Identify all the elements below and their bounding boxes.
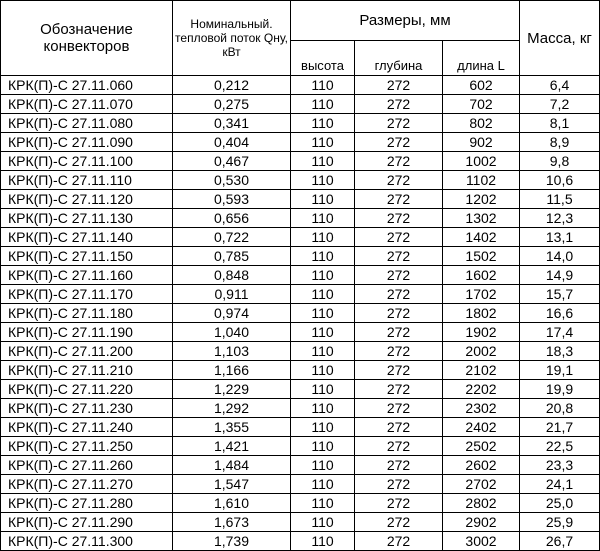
table-row (1, 361, 600, 380)
designation-cell: КРК(П)-С 27.11.180 (1, 304, 173, 323)
table-row (1, 342, 600, 361)
height-cell: 110 (291, 114, 355, 133)
table-row (1, 114, 600, 133)
length-cell: 1002 (443, 152, 520, 171)
heat-flow-cell: 0,911 (173, 285, 291, 304)
heat-flow-cell: 1,355 (173, 418, 291, 437)
designation-cell: КРК(П)-С 27.11.300 (1, 532, 173, 551)
designation-cell: КРК(П)-С 27.11.080 (1, 114, 173, 133)
heat-flow-cell: 0,974 (173, 304, 291, 323)
header-depth: глубина (355, 41, 443, 76)
mass-cell: 20,8 (520, 399, 600, 418)
mass-cell: 25,0 (520, 494, 600, 513)
length-cell: 1802 (443, 304, 520, 323)
height-cell: 110 (291, 171, 355, 190)
height-cell: 110 (291, 95, 355, 114)
designation-cell: КРК(П)-С 27.11.270 (1, 475, 173, 494)
length-cell: 2302 (443, 399, 520, 418)
length-cell: 602 (443, 76, 520, 95)
depth-cell: 272 (355, 456, 443, 475)
height-cell: 110 (291, 304, 355, 323)
length-cell: 902 (443, 133, 520, 152)
length-cell: 1302 (443, 209, 520, 228)
depth-cell: 272 (355, 228, 443, 247)
height-cell: 110 (291, 190, 355, 209)
depth-cell: 272 (355, 95, 443, 114)
length-cell: 1702 (443, 285, 520, 304)
heat-flow-cell: 1,292 (173, 399, 291, 418)
mass-cell: 26,7 (520, 532, 600, 551)
depth-cell: 272 (355, 513, 443, 532)
designation-cell: КРК(П)-С 27.11.200 (1, 342, 173, 361)
header-heat-flow: Номинальный. тепловой поток Qну, кВт (173, 1, 291, 76)
depth-cell: 272 (355, 76, 443, 95)
heat-flow-cell: 0,275 (173, 95, 291, 114)
mass-cell: 13,1 (520, 228, 600, 247)
table-row (1, 456, 600, 475)
mass-cell: 7,2 (520, 95, 600, 114)
length-cell: 1102 (443, 171, 520, 190)
length-cell: 3002 (443, 532, 520, 551)
table-row (1, 323, 600, 342)
table-row (1, 95, 600, 114)
length-cell: 802 (443, 114, 520, 133)
table-row (1, 494, 600, 513)
table-row (1, 247, 600, 266)
mass-cell: 8,1 (520, 114, 600, 133)
mass-cell: 24,1 (520, 475, 600, 494)
mass-cell: 14,0 (520, 247, 600, 266)
height-cell: 110 (291, 266, 355, 285)
mass-cell: 15,7 (520, 285, 600, 304)
height-cell: 110 (291, 209, 355, 228)
height-cell: 110 (291, 361, 355, 380)
height-cell: 110 (291, 418, 355, 437)
height-cell: 110 (291, 456, 355, 475)
heat-flow-cell: 0,404 (173, 133, 291, 152)
length-cell: 2002 (443, 342, 520, 361)
height-cell: 110 (291, 399, 355, 418)
length-cell: 1402 (443, 228, 520, 247)
header-designation: Обозначение конвекторов (1, 1, 173, 76)
height-cell: 110 (291, 76, 355, 95)
designation-cell: КРК(П)-С 27.11.220 (1, 380, 173, 399)
heat-flow-cell: 1,103 (173, 342, 291, 361)
length-cell: 2102 (443, 361, 520, 380)
heat-flow-cell: 1,673 (173, 513, 291, 532)
table-row (1, 532, 600, 551)
designation-cell: КРК(П)-С 27.11.060 (1, 76, 173, 95)
designation-cell: КРК(П)-С 27.11.160 (1, 266, 173, 285)
heat-flow-cell: 0,722 (173, 228, 291, 247)
height-cell: 110 (291, 494, 355, 513)
depth-cell: 272 (355, 475, 443, 494)
mass-cell: 23,3 (520, 456, 600, 475)
length-cell: 702 (443, 95, 520, 114)
heat-flow-cell: 0,212 (173, 76, 291, 95)
header-height: высота (291, 41, 355, 76)
depth-cell: 272 (355, 380, 443, 399)
height-cell: 110 (291, 513, 355, 532)
header-length: длина L (443, 41, 520, 76)
depth-cell: 272 (355, 418, 443, 437)
table-body (1, 76, 600, 551)
height-cell: 110 (291, 380, 355, 399)
mass-cell: 11,5 (520, 190, 600, 209)
header-dimensions: Размеры, мм (291, 1, 520, 41)
length-cell: 2902 (443, 513, 520, 532)
mass-cell: 21,7 (520, 418, 600, 437)
mass-cell: 18,3 (520, 342, 600, 361)
depth-cell: 272 (355, 133, 443, 152)
length-cell: 1902 (443, 323, 520, 342)
designation-cell: КРК(П)-С 27.11.100 (1, 152, 173, 171)
heat-flow-cell: 1,229 (173, 380, 291, 399)
designation-cell: КРК(П)-С 27.11.280 (1, 494, 173, 513)
table-row (1, 513, 600, 532)
depth-cell: 272 (355, 266, 443, 285)
depth-cell: 272 (355, 209, 443, 228)
designation-cell: КРК(П)-С 27.11.170 (1, 285, 173, 304)
mass-cell: 14,9 (520, 266, 600, 285)
height-cell: 110 (291, 323, 355, 342)
depth-cell: 272 (355, 247, 443, 266)
length-cell: 2602 (443, 456, 520, 475)
heat-flow-cell: 0,785 (173, 247, 291, 266)
depth-cell: 272 (355, 285, 443, 304)
table-row (1, 190, 600, 209)
mass-cell: 17,4 (520, 323, 600, 342)
heat-flow-cell: 1,484 (173, 456, 291, 475)
mass-cell: 12,3 (520, 209, 600, 228)
length-cell: 1202 (443, 190, 520, 209)
table-row (1, 228, 600, 247)
heat-flow-cell: 1,421 (173, 437, 291, 456)
mass-cell: 25,9 (520, 513, 600, 532)
table-row (1, 152, 600, 171)
designation-cell: КРК(П)-С 27.11.240 (1, 418, 173, 437)
depth-cell: 272 (355, 114, 443, 133)
heat-flow-cell: 1,166 (173, 361, 291, 380)
designation-cell: КРК(П)-С 27.11.230 (1, 399, 173, 418)
depth-cell: 272 (355, 323, 443, 342)
mass-cell: 19,1 (520, 361, 600, 380)
designation-cell: КРК(П)-С 27.11.190 (1, 323, 173, 342)
depth-cell: 272 (355, 152, 443, 171)
mass-cell: 22,5 (520, 437, 600, 456)
heat-flow-cell: 0,530 (173, 171, 291, 190)
height-cell: 110 (291, 285, 355, 304)
heat-flow-cell: 0,341 (173, 114, 291, 133)
designation-cell: КРК(П)-С 27.11.110 (1, 171, 173, 190)
heat-flow-cell: 0,848 (173, 266, 291, 285)
designation-cell: КРК(П)-С 27.11.260 (1, 456, 173, 475)
table-row (1, 437, 600, 456)
heat-flow-cell: 0,593 (173, 190, 291, 209)
length-cell: 2802 (443, 494, 520, 513)
length-cell: 2402 (443, 418, 520, 437)
heat-flow-cell: 1,610 (173, 494, 291, 513)
heat-flow-cell: 0,467 (173, 152, 291, 171)
table-row (1, 76, 600, 95)
length-cell: 2702 (443, 475, 520, 494)
depth-cell: 272 (355, 342, 443, 361)
mass-cell: 19,9 (520, 380, 600, 399)
heat-flow-cell: 1,547 (173, 475, 291, 494)
length-cell: 1602 (443, 266, 520, 285)
height-cell: 110 (291, 247, 355, 266)
length-cell: 1502 (443, 247, 520, 266)
designation-cell: КРК(П)-С 27.11.250 (1, 437, 173, 456)
depth-cell: 272 (355, 361, 443, 380)
table-row (1, 133, 600, 152)
designation-cell: КРК(П)-С 27.11.290 (1, 513, 173, 532)
table-row (1, 209, 600, 228)
table-row (1, 285, 600, 304)
depth-cell: 272 (355, 399, 443, 418)
depth-cell: 272 (355, 494, 443, 513)
table-row (1, 399, 600, 418)
mass-cell: 8,9 (520, 133, 600, 152)
table-row (1, 475, 600, 494)
table-row (1, 266, 600, 285)
designation-cell: КРК(П)-С 27.11.130 (1, 209, 173, 228)
designation-cell: КРК(П)-С 27.11.120 (1, 190, 173, 209)
header-mass: Масса, кг (520, 1, 600, 76)
mass-cell: 9,8 (520, 152, 600, 171)
depth-cell: 272 (355, 190, 443, 209)
heat-flow-cell: 1,040 (173, 323, 291, 342)
height-cell: 110 (291, 475, 355, 494)
designation-cell: КРК(П)-С 27.11.140 (1, 228, 173, 247)
depth-cell: 272 (355, 304, 443, 323)
height-cell: 110 (291, 228, 355, 247)
table-row (1, 418, 600, 437)
length-cell: 2502 (443, 437, 520, 456)
table-row (1, 171, 600, 190)
mass-cell: 10,6 (520, 171, 600, 190)
designation-cell: КРК(П)-С 27.11.070 (1, 95, 173, 114)
designation-cell: КРК(П)-С 27.11.090 (1, 133, 173, 152)
depth-cell: 272 (355, 171, 443, 190)
heat-flow-cell: 0,656 (173, 209, 291, 228)
height-cell: 110 (291, 152, 355, 171)
table-row (1, 380, 600, 399)
depth-cell: 272 (355, 437, 443, 456)
table-row (1, 304, 600, 323)
height-cell: 110 (291, 532, 355, 551)
designation-cell: КРК(П)-С 27.11.210 (1, 361, 173, 380)
mass-cell: 16,6 (520, 304, 600, 323)
heat-flow-cell: 1,739 (173, 532, 291, 551)
height-cell: 110 (291, 342, 355, 361)
length-cell: 2202 (443, 380, 520, 399)
designation-cell: КРК(П)-С 27.11.150 (1, 247, 173, 266)
height-cell: 110 (291, 133, 355, 152)
height-cell: 110 (291, 437, 355, 456)
depth-cell: 272 (355, 532, 443, 551)
mass-cell: 6,4 (520, 76, 600, 95)
